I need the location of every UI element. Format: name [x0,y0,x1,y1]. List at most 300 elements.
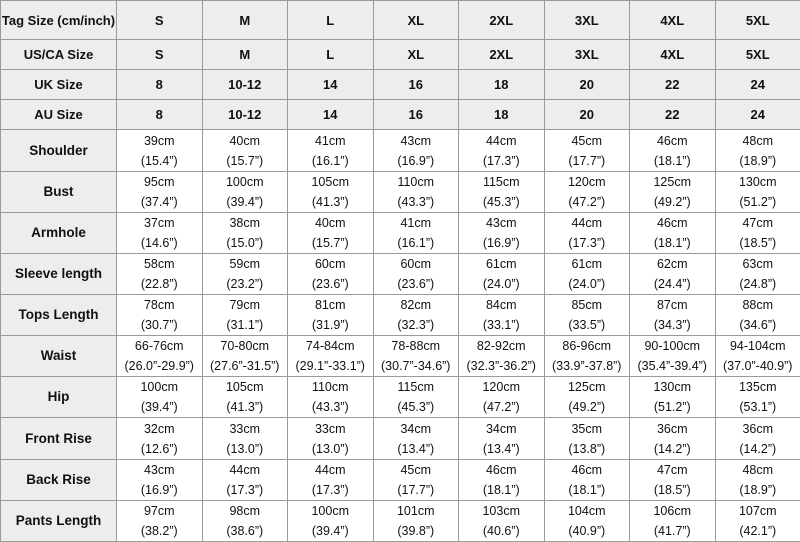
cm-value: 88cm [742,298,774,313]
inch-value: (38.2”) [140,523,178,538]
cm-value: 46cm [656,133,688,148]
inch-value: (33.9”-37.8”) [552,359,622,374]
size-value-cell: 22 [630,100,716,130]
cm-value: 43cm [485,215,517,230]
measurement-cell [202,500,288,541]
measurement-cell [630,295,716,336]
measurement-cell [544,253,630,294]
measurement-cell [117,500,203,541]
inch-value: (13.0”) [311,441,349,456]
cm-value: 38cm [229,215,261,230]
size-row-au-size [1,100,800,130]
size-value-cell: 4XL [630,1,716,40]
cm-value: 36cm [742,421,774,436]
measurement-cell [630,130,716,171]
cm-value: 86-96cm [562,339,612,354]
cm-value: 107cm [738,503,777,518]
row-label: Front Rise [1,418,117,459]
cm-value: 36cm [656,421,688,436]
measure-row-shoulder [1,130,800,171]
inch-value: (17.7”) [397,482,435,497]
inch-value: (37.0”-40.9”) [723,359,793,374]
measurement-cell [459,336,545,377]
measurement-cell [630,459,716,500]
measurement-cell [630,500,716,541]
inch-value: (47.2”) [482,400,520,415]
size-value-cell: 18 [459,70,545,100]
cm-value: 78-88cm [391,339,441,354]
inch-value: (42.1”) [739,523,777,538]
measurement-cell [373,253,459,294]
cm-value: 110cm [311,380,349,395]
measurement-cell [544,336,630,377]
measurement-cell [459,295,545,336]
measurement-cell [288,336,374,377]
inch-value: (33.5”) [568,318,606,333]
measurement-cell [630,212,716,253]
inch-value: (45.3”) [397,400,435,415]
inch-value: (35.4”-39.4”) [637,359,707,374]
measurement-cell [459,418,545,459]
inch-value: (14.2”) [739,441,777,456]
inch-value: (38.6”) [226,523,264,538]
cm-value: 46cm [571,462,603,477]
measurement-cell [288,377,374,418]
measurement-cell [117,171,203,212]
inch-value: (51.2”) [653,400,691,415]
size-value-cell: 2XL [459,40,545,70]
inch-value: (27.6”-31.5”) [210,359,280,374]
cm-value: 95cm [143,174,175,189]
measurement-cell [459,377,545,418]
measurement-cell [288,130,374,171]
inch-value: (26.0”-29.9”) [124,359,194,374]
inch-value: (39.4”) [140,400,178,415]
cm-value: 60cm [400,256,432,271]
inch-value: (24.0”) [482,276,520,291]
cm-value: 115cm [397,380,435,395]
inch-value: (23.2”) [226,276,264,291]
inch-value: (15.4”) [140,153,178,168]
measurement-cell [288,171,374,212]
cm-value: 34cm [485,421,517,436]
size-value-cell: 10-12 [202,100,288,130]
inch-value: (16.9”) [397,153,435,168]
size-value-cell: 14 [288,100,374,130]
inch-value: (37.4”) [140,194,178,209]
cm-value: 70-80cm [220,339,270,354]
cm-value: 78cm [143,298,175,313]
cm-value: 61cm [485,256,517,271]
measurement-cell [288,212,374,253]
measure-row-sleeve-length [1,253,800,294]
size-value-cell: 20 [544,70,630,100]
cm-value: 105cm [225,380,264,395]
cm-value: 85cm [571,298,603,313]
cm-value: 58cm [143,256,175,271]
cm-value: 130cm [653,380,692,395]
size-value-cell: 24 [715,70,800,100]
row-label: Tag Size (cm/inch) [1,1,117,40]
cm-value: 48cm [742,462,774,477]
cm-value: 44cm [314,462,346,477]
measurement-cell [202,212,288,253]
size-value-cell: 10-12 [202,70,288,100]
measurement-cell [373,336,459,377]
size-value-cell: 24 [715,100,800,130]
size-value-cell: M [202,1,288,40]
size-row-tag-size-cm-inch [1,1,800,40]
size-value-cell: XL [373,1,459,40]
row-label: UK Size [1,70,117,100]
measurement-cell [715,377,800,418]
measurement-cell [202,253,288,294]
inch-value: (41.3”) [226,400,264,415]
inch-value: (16.1”) [311,153,349,168]
cm-value: 100cm [311,503,350,518]
measurement-cell [459,171,545,212]
measurement-cell [373,212,459,253]
cm-value: 41cm [400,215,432,230]
measurement-cell [373,377,459,418]
cm-value: 115cm [482,174,520,189]
cm-value: 130cm [738,174,777,189]
row-label: AU Size [1,100,117,130]
inch-value: (16.9”) [140,482,178,497]
cm-value: 125cm [567,380,606,395]
measurement-cell [117,130,203,171]
measure-row-back-rise [1,459,800,500]
measurement-cell [117,212,203,253]
size-value-cell: M [202,40,288,70]
inch-value: (14.6”) [140,235,178,250]
cm-value: 82cm [400,298,432,313]
row-label: Pants Length [1,500,117,541]
measurement-cell [630,171,716,212]
inch-value: (33.1”) [482,318,520,333]
measurement-cell [544,171,630,212]
cm-value: 46cm [656,215,688,230]
inch-value: (39.4”) [226,194,264,209]
cm-value: 43cm [143,462,175,477]
measurement-cell [202,336,288,377]
measure-row-armhole [1,212,800,253]
size-value-cell: XL [373,40,459,70]
inch-value: (40.6”) [482,523,520,538]
cm-value: 33cm [314,421,346,436]
size-value-cell: 5XL [715,40,800,70]
measurement-cell [202,459,288,500]
cm-value: 66-76cm [134,339,184,354]
inch-value: (18.5”) [653,482,691,497]
cm-value: 33cm [229,421,261,436]
cm-value: 105cm [311,174,350,189]
row-label: Armhole [1,212,117,253]
measurement-cell [202,418,288,459]
cm-value: 35cm [571,421,603,436]
measurement-cell [715,459,800,500]
inch-value: (16.1”) [397,235,435,250]
measurement-cell [202,377,288,418]
measurement-cell [715,295,800,336]
cm-value: 87cm [656,298,688,313]
cm-value: 100cm [140,380,179,395]
inch-value: (40.9”) [568,523,606,538]
inch-value: (18.1”) [653,235,691,250]
row-label: US/CA Size [1,40,117,70]
inch-value: (17.7”) [568,153,606,168]
cm-value: 90-100cm [644,339,701,354]
measurement-cell [373,295,459,336]
measurement-cell [544,212,630,253]
row-label: Bust [1,171,117,212]
measurement-cell [288,418,374,459]
measurement-cell [117,377,203,418]
inch-value: (43.3”) [311,400,349,415]
cm-value: 120cm [567,174,606,189]
cm-value: 82-92cm [476,339,526,354]
measurement-cell [202,295,288,336]
cm-value: 61cm [571,256,603,271]
measurement-cell [373,130,459,171]
measurement-cell [288,500,374,541]
inch-value: (13.8”) [568,441,606,456]
measurement-cell [459,212,545,253]
measurement-cell [715,212,800,253]
measurement-cell [544,500,630,541]
inch-value: (30.7”) [140,318,178,333]
row-label: Back Rise [1,459,117,500]
inch-value: (29.1”-33.1”) [295,359,365,374]
size-row-us-ca-size [1,40,800,70]
size-value-cell: 16 [373,70,459,100]
cm-value: 40cm [229,133,261,148]
inch-value: (49.2”) [653,194,691,209]
cm-value: 79cm [229,298,261,313]
row-label: Shoulder [1,130,117,171]
measurement-cell [202,171,288,212]
inch-value: (47.2”) [568,194,606,209]
size-value-cell: 14 [288,70,374,100]
cm-value: 47cm [656,462,688,477]
size-value-cell: S [117,40,203,70]
measurement-cell [288,295,374,336]
size-value-cell: 3XL [544,40,630,70]
cm-value: 63cm [742,256,774,271]
measurement-cell [630,377,716,418]
row-label: Hip [1,377,117,418]
measurement-cell [288,459,374,500]
measurement-cell [117,418,203,459]
cm-value: 81cm [314,298,346,313]
measurement-cell [459,253,545,294]
measurement-cell [544,130,630,171]
measurement-cell [630,336,716,377]
cm-value: 47cm [742,215,774,230]
cm-value: 110cm [397,174,435,189]
measurement-cell [117,459,203,500]
cm-value: 103cm [482,503,521,518]
size-value-cell: 16 [373,100,459,130]
measurement-cell [373,500,459,541]
measurement-cell [715,500,800,541]
cm-value: 59cm [229,256,261,271]
size-value-cell: L [288,40,374,70]
inch-value: (15.0”) [226,235,264,250]
measurement-cell [715,130,800,171]
size-value-cell: 8 [117,100,203,130]
size-chart-body [1,1,800,542]
row-label: Waist [1,336,117,377]
cm-value: 34cm [400,421,432,436]
measurement-cell [715,253,800,294]
cm-value: 45cm [400,462,432,477]
measurement-cell [544,418,630,459]
inch-value: (22.8”) [140,276,178,291]
inch-value: (43.3”) [397,194,435,209]
size-value-cell: 20 [544,100,630,130]
inch-value: (34.3”) [653,318,691,333]
cm-value: 46cm [485,462,517,477]
inch-value: (41.3”) [311,194,349,209]
measure-row-bust [1,171,800,212]
size-value-cell: 8 [117,70,203,100]
inch-value: (17.3”) [568,235,606,250]
cm-value: 104cm [567,503,606,518]
size-value-cell: S [117,1,203,40]
cm-value: 106cm [653,503,692,518]
cm-value: 135cm [738,380,777,395]
size-value-cell: 22 [630,70,716,100]
measure-row-pants-length [1,500,800,541]
inch-value: (13.4”) [482,441,520,456]
cm-value: 125cm [653,174,692,189]
inch-value: (30.7”-34.6”) [381,359,451,374]
measurement-cell [544,295,630,336]
inch-value: (23.6”) [397,276,435,291]
inch-value: (45.3”) [482,194,520,209]
inch-value: (18.1”) [482,482,520,497]
measurement-cell [373,459,459,500]
cm-value: 45cm [571,133,603,148]
inch-value: (34.6”) [739,318,777,333]
inch-value: (13.4”) [397,441,435,456]
inch-value: (17.3”) [311,482,349,497]
size-value-cell: L [288,1,374,40]
cm-value: 44cm [485,133,517,148]
cm-value: 41cm [314,133,346,148]
cm-value: 94-104cm [729,339,786,354]
measurement-cell [117,336,203,377]
cm-value: 44cm [571,215,603,230]
inch-value: (24.4”) [653,276,691,291]
inch-value: (12.6”) [140,441,178,456]
inch-value: (18.1”) [568,482,606,497]
inch-value: (41.7”) [653,523,691,538]
measurement-cell [288,253,374,294]
inch-value: (24.8”) [739,276,777,291]
size-row-uk-size [1,70,800,100]
inch-value: (31.1”) [226,318,264,333]
measurement-cell [544,377,630,418]
inch-value: (23.6”) [311,276,349,291]
cm-value: 97cm [143,503,175,518]
measurement-cell [373,171,459,212]
inch-value: (13.0”) [226,441,264,456]
measurement-cell [459,459,545,500]
cm-value: 37cm [143,215,175,230]
inch-value: (14.2”) [653,441,691,456]
inch-value: (18.5”) [739,235,777,250]
cm-value: 120cm [482,380,521,395]
size-value-cell: 4XL [630,40,716,70]
measurement-cell [117,295,203,336]
inch-value: (32.3”) [397,318,435,333]
cm-value: 84cm [485,298,517,313]
cm-value: 32cm [143,421,175,436]
cm-value: 98cm [229,503,261,518]
inch-value: (16.9”) [482,235,520,250]
cm-value: 39cm [143,133,175,148]
cm-value: 60cm [314,256,346,271]
inch-value: (18.9”) [739,482,777,497]
cm-value: 44cm [229,462,261,477]
inch-value: (51.2”) [739,194,777,209]
cm-value: 43cm [400,133,432,148]
measurement-cell [117,253,203,294]
measure-row-front-rise [1,418,800,459]
inch-value: (17.3”) [226,482,264,497]
measurement-cell [202,130,288,171]
cm-value: 40cm [314,215,346,230]
inch-value: (53.1”) [739,400,777,415]
cm-value: 74-84cm [305,339,355,354]
inch-value: (18.9”) [739,153,777,168]
cm-value: 48cm [742,133,774,148]
measurement-cell [630,418,716,459]
measurement-cell [715,336,800,377]
measurement-cell [373,418,459,459]
measure-row-tops-length [1,295,800,336]
size-value-cell: 3XL [544,1,630,40]
measurement-cell [715,171,800,212]
measure-row-hip [1,377,800,418]
measurement-cell [715,418,800,459]
size-value-cell: 5XL [715,1,800,40]
inch-value: (18.1”) [653,153,691,168]
size-value-cell: 2XL [459,1,545,40]
cm-value: 62cm [656,256,688,271]
measurement-cell [544,459,630,500]
inch-value: (24.0”) [568,276,606,291]
inch-value: (17.3”) [482,153,520,168]
measure-row-waist [1,336,800,377]
inch-value: (49.2”) [568,400,606,415]
measurement-cell [630,253,716,294]
inch-value: (32.3”-36.2”) [466,359,536,374]
inch-value: (15.7”) [226,153,264,168]
inch-value: (31.9”) [311,318,349,333]
inch-value: (39.4”) [311,523,349,538]
cm-value: 101cm [396,503,435,518]
inch-value: (39.8”) [397,523,435,538]
row-label: Sleeve length [1,253,117,294]
size-value-cell: 18 [459,100,545,130]
measurement-cell [459,130,545,171]
inch-value: (15.7”) [311,235,349,250]
row-label: Tops Length [1,295,117,336]
measurement-cell [459,500,545,541]
